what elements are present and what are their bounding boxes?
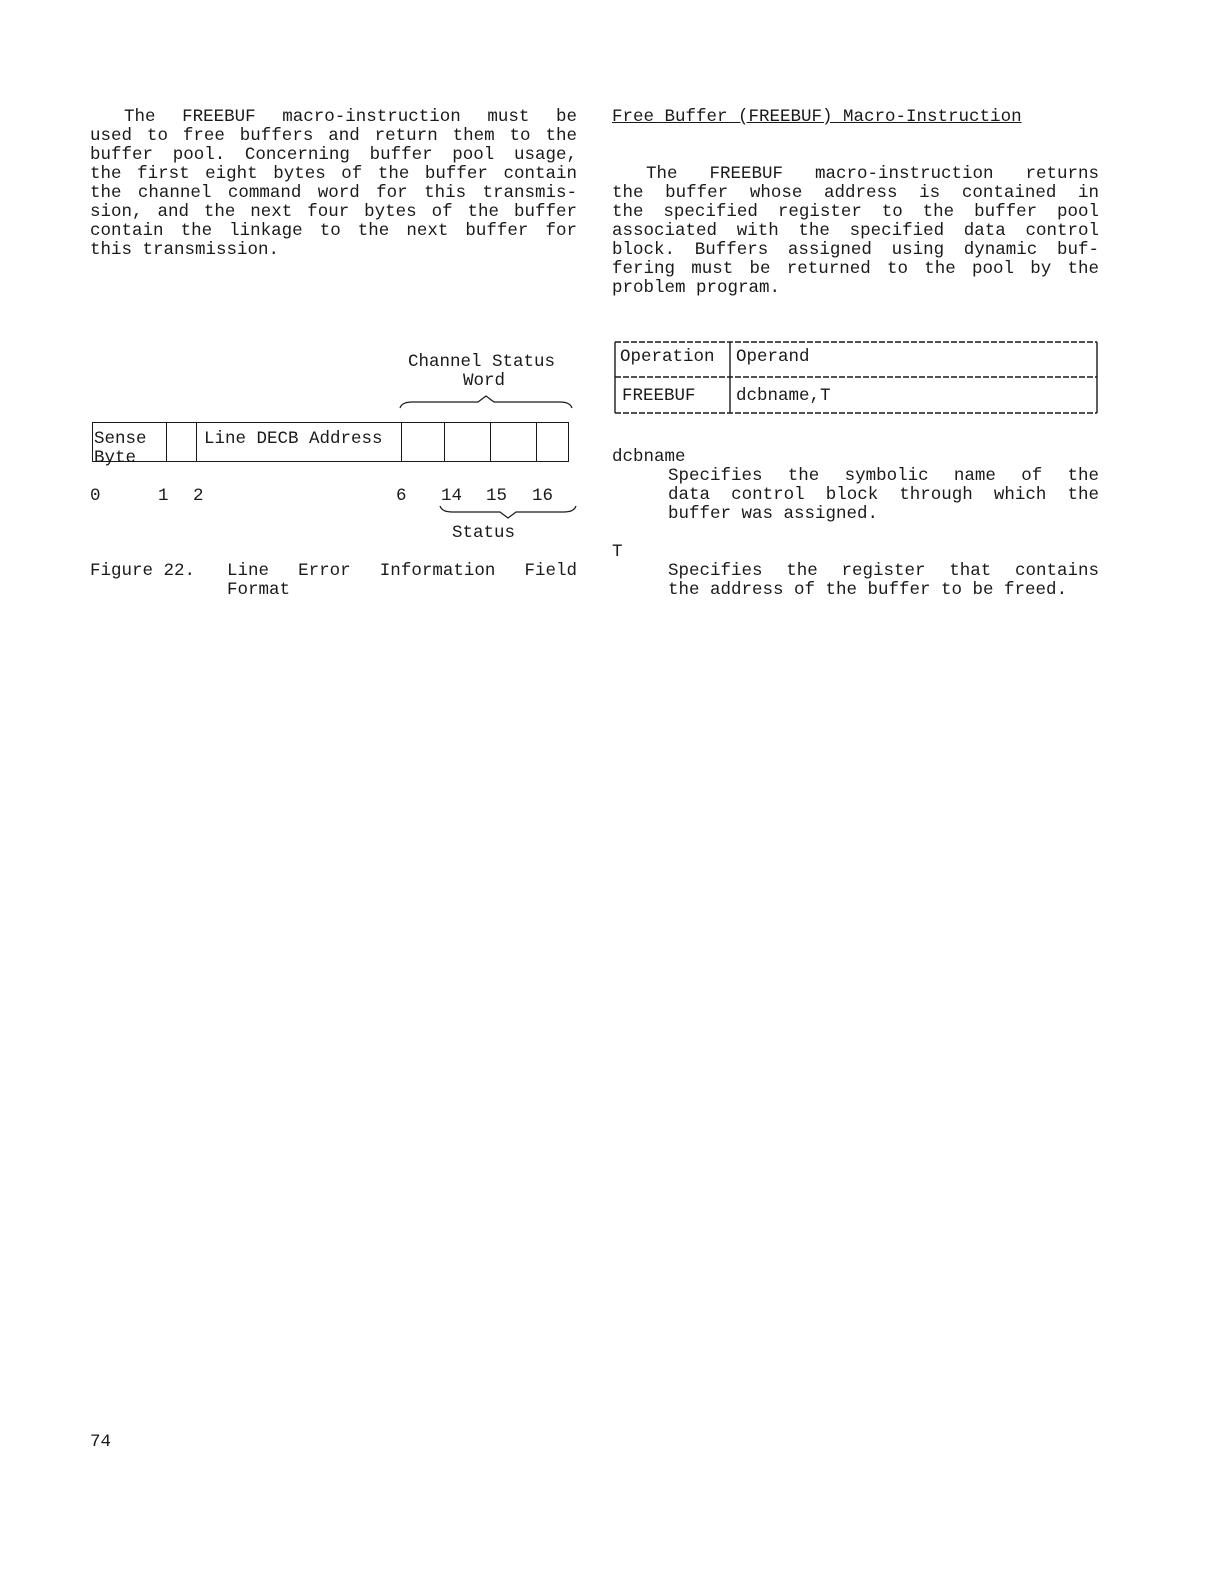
channel-status-label-1: Channel Status <box>408 352 556 372</box>
status-label: Status <box>452 523 516 543</box>
definition-term-dcbname: dcbname <box>612 447 686 467</box>
reserved-field <box>166 422 197 462</box>
figure-caption-number: Figure 22. <box>90 561 196 581</box>
status-byte-16-field <box>536 422 569 462</box>
text-line: this transmission. <box>90 240 280 260</box>
right-column <box>612 108 1099 298</box>
text-line: The FREEBUF macro-instruction returns <box>646 164 1099 184</box>
table-header-operand: Operand <box>736 347 810 367</box>
offset-label: 2 <box>193 486 204 506</box>
text-line: used to free buffers and return them to the <box>90 126 577 146</box>
text-line: the buffer whose address is contained in <box>612 183 1099 203</box>
offset-label: 14 <box>441 486 463 506</box>
status-brace <box>438 502 578 520</box>
offset-label: 15 <box>486 486 508 506</box>
line-decb-address-label: Line DECB Address <box>204 429 383 449</box>
caption-line: Line Error Information Field <box>227 561 577 581</box>
ccw-gap-field <box>400 422 445 462</box>
definition-dcbname <box>668 467 1099 524</box>
text-line: problem program. <box>612 278 781 298</box>
definition-line: Specifies the symbolic name of the <box>668 466 1099 486</box>
text-line: block. Buffers assigned using dynamic buf- <box>612 240 1099 260</box>
definition-term-t: T <box>612 542 623 562</box>
offset-label: 0 <box>90 486 101 506</box>
text-line: fering must be returned to the pool by the <box>612 259 1099 279</box>
text-line: the specified register to the buffer pool <box>612 202 1099 222</box>
caption-line: Format <box>227 580 291 600</box>
section-heading: Free Buffer (FREEBUF) Macro-Instruction <box>612 107 1022 127</box>
table-cell-operand: dcbname,T <box>736 386 831 406</box>
definition-line: data control block through which the <box>668 485 1099 505</box>
text-line: the channel command word for this transmis- <box>90 183 577 203</box>
figure-caption <box>227 562 577 600</box>
definition-t <box>668 562 1099 600</box>
text-line: contain the linkage to the next buffer for <box>90 221 577 241</box>
macro-format-table <box>614 340 1098 414</box>
byte-label: Byte <box>94 448 137 468</box>
text-line: The FREEBUF macro-instruction must be <box>124 107 577 127</box>
status-byte-15-field <box>490 422 537 462</box>
left-paragraph <box>90 108 577 260</box>
page-number: 74 <box>90 1432 112 1452</box>
table-cell-operation: FREEBUF <box>622 386 696 406</box>
definition-line: the address of the buffer to be freed. <box>668 580 1068 600</box>
status-byte-14-field <box>444 422 491 462</box>
offset-label: 1 <box>158 486 169 506</box>
definition-line: buffer was assigned. <box>668 504 879 524</box>
text-line: the first eight bytes of the buffer contain <box>90 164 577 184</box>
offset-label: 16 <box>532 486 554 506</box>
table-header-operation: Operation <box>620 347 715 367</box>
sense-label: Sense <box>94 429 147 449</box>
offset-label: 6 <box>396 486 407 506</box>
text-line: buffer pool. Concerning buffer pool usage, <box>90 145 577 165</box>
text-line: associated with the specified data control <box>612 221 1099 241</box>
channel-status-brace <box>398 394 574 412</box>
freebuf-description <box>612 165 1099 298</box>
text-line: sion, and the next four bytes of the buffer <box>90 202 577 222</box>
definition-line: Specifies the register that contains <box>668 561 1099 581</box>
channel-status-label-2: Word <box>463 371 506 391</box>
